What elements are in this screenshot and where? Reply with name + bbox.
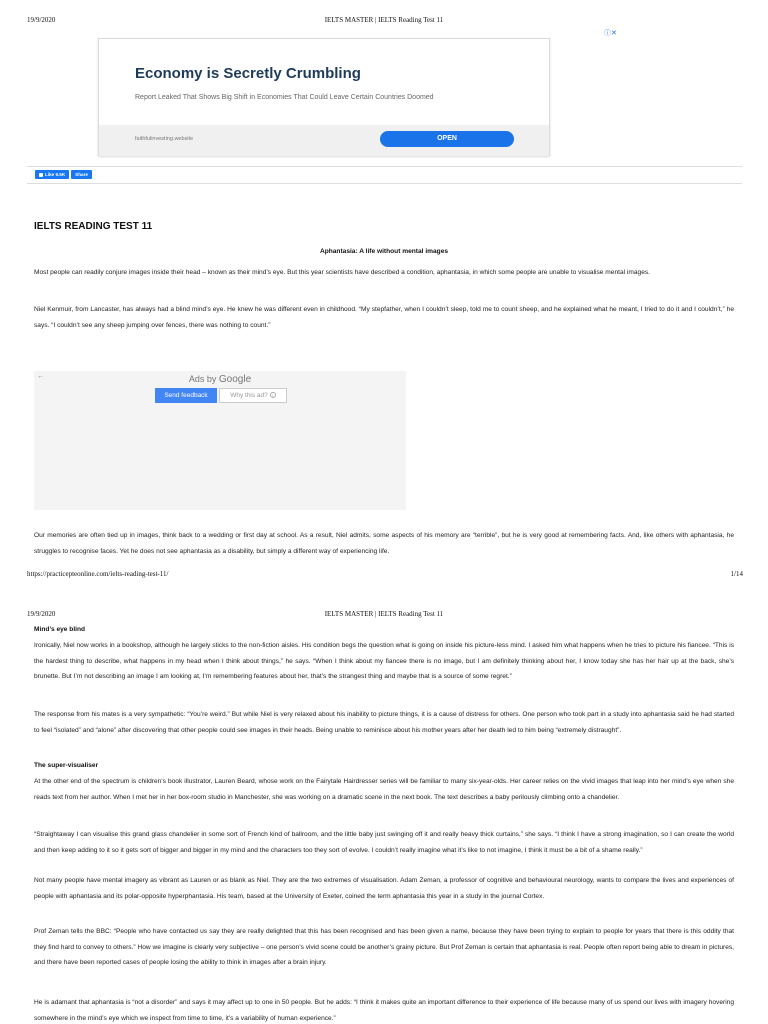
ad-description[interactable]: Report Leaked That Shows Big Shift in Economies That Could Leave Certain Countries Doomed bbox=[135, 94, 434, 101]
page-number: 1/14 bbox=[730, 570, 743, 578]
thumbs-up-icon bbox=[39, 173, 43, 177]
google-ad-slot bbox=[34, 371, 406, 510]
print-title: IELTS MASTER | IELTS Reading Test 11 bbox=[324, 610, 444, 618]
article-paragraph: Our memories are often tied up in images, think back to a wedding or first day at school. As a result, Niel admits, some aspects of his memory are “terrible”, but he is very good at remembering facts. And, like others with aphantasia, he struggles to recognise faces. Yet he does not see aphantasia as a disability, but simply a different way of experiencing life. bbox=[34, 532, 734, 555]
article-paragraph: “Straightaway I can visualise this grand glass chandelier in some sort of French kind of ballroom, and the little baby just swinging off it and really heavy thick curtains,” she says. “I think I have a strong imagination, so I can create the world and then keep adding to it so it gets sort of bigger and bigger in my mind and the characters too they sort of evolve. I couldn’t really imagine what it’s like to not imagine, I think it must be a bit of a shame really.” bbox=[34, 831, 734, 854]
article-title: Aphantasia: A life without mental images bbox=[319, 248, 449, 255]
why-this-ad-button[interactable]: Why this ad? i bbox=[219, 388, 287, 403]
article-paragraph: Not many people have mental imagery as vibrant as Lauren or as blank as Niel. They are the two extremes of visualisation. Adam Zeman, a professor of cognitive and behavioural neurology, wants to compare the lives and experiences of people with aphantasia and its polar-opposite hyperphantasia. His team, based at the University of Exeter, coined the term aphantasia this year in a study in the journal Cortex. bbox=[34, 877, 734, 900]
article-paragraph: Ironically, Niel now works in a bookshop, although he largely sticks to the non-fiction aisles. His condition begs the question what is going on inside his picture-less mind. I asked him what happens when he tries to picture his fiancee. “This is the hardest thing to describe, what happens in my head when I think about things,” he says. “When I think about my fiancee there is no image, but I am definitely thinking about her, I know today she has her hair up at the back, she’s brunette. But I’m not describing an image I am looking at, I’m remembering features about her, that’s the strangest thing and maybe that is a source of some regret.” bbox=[34, 642, 734, 680]
print-date: 19/9/2020 bbox=[27, 16, 56, 24]
section-heading: The super-visualiser bbox=[34, 762, 99, 769]
divider bbox=[27, 166, 742, 167]
article-paragraph: Most people can readily conjure images inside their head – known as their mind’s eye. But this year scientists have described a condition, aphantasia, in which some people are unable to visualise mental images. bbox=[34, 269, 651, 276]
print-title: IELTS MASTER | IELTS Reading Test 11 bbox=[324, 16, 444, 24]
page-url: https://practicepteonline.com/ielts-reading-test-11/ bbox=[27, 570, 169, 578]
ads-by-google: Ads by Google bbox=[188, 374, 252, 385]
adchoices-icon[interactable]: ⓘ✕ bbox=[604, 30, 617, 37]
section-heading: Mind’s eye blind bbox=[34, 626, 86, 633]
back-arrow-icon[interactable]: ← bbox=[37, 373, 44, 380]
google-logo: Google bbox=[218, 374, 252, 385]
page-title: IELTS READING TEST 11 bbox=[34, 221, 153, 232]
ad-footer bbox=[99, 125, 549, 156]
article-paragraph: Niel Kenmuir, from Lancaster, has always had a blind mind’s eye. He knew he was different even in childhood. “My stepfather, when I couldn’t sleep, told me to count sheep, and he explained what he meant, I tried to do it and I couldn’t,” he says. “I couldn’t see any sheep jumping over fences, there was nothing to count.” bbox=[34, 306, 734, 329]
ad-title[interactable]: Economy is Secretly Crumbling bbox=[135, 65, 361, 82]
facebook-share-button[interactable]: Share bbox=[71, 170, 92, 179]
article-paragraph: He is adamant that aphantasia is “not a disorder” and says it may affect up to one in 50 people. But he adds: “I think it makes quite an important difference to their experience of life because many of us spend our lives with imagery hovering somewhere in the mind’s eye which we inspect from time to time, it’s a variability of human experience.” bbox=[34, 999, 734, 1022]
ad-open-button[interactable]: OPEN bbox=[380, 131, 514, 147]
info-icon: i bbox=[270, 392, 276, 398]
social-buttons bbox=[35, 170, 92, 179]
article-paragraph: The response from his mates is a very sympathetic: “You’re weird.” But while Niel is very relaxed about his inability to picture things, it is a cause of distress for others. One person who took part in a study into aphantasia said he had started to feel “isolated” and “alone” after discovering that other people could see images in their heads. Being unable to reminisce about his mother years after her death led to him being “extremely distraught”. bbox=[34, 711, 734, 734]
facebook-like-button[interactable]: Like 9.5K bbox=[35, 170, 69, 179]
print-date: 19/9/2020 bbox=[27, 610, 56, 618]
article-paragraph: Prof Zeman tells the BBC: “People who have contacted us say they are really delighted that this has been recognised and has been given a name, because they have been trying to explain to people for years that there is this oddity that they find hard to convey to others.” How we imagine is clearly very subjective – one person’s vivid scene could be another’s grainy picture. But Prof Zeman is certain that aphantasia is real. People often report being able to dream in pictures, and there have been reported cases of people losing the ability to think in images after a brain injury. bbox=[34, 928, 734, 966]
ad-domain[interactable]: faithfulinvesting.website bbox=[135, 136, 194, 142]
article-paragraph: At the other end of the spectrum is children’s book illustrator, Lauren Beard, whose work on the Fairytale Hairdresser series will be familiar to many six-year-olds. Her career relies on the vivid images that leap into her mind’s eye when she reads text from her author. When I met her in her box-room studio in Manchester, she was working on a dramatic scene in the next book. The text describes a baby perilously climbing onto a chandelier. bbox=[34, 778, 734, 801]
divider bbox=[27, 183, 742, 184]
display-ad[interactable] bbox=[98, 38, 550, 156]
send-feedback-button[interactable]: Send feedback bbox=[155, 388, 217, 403]
